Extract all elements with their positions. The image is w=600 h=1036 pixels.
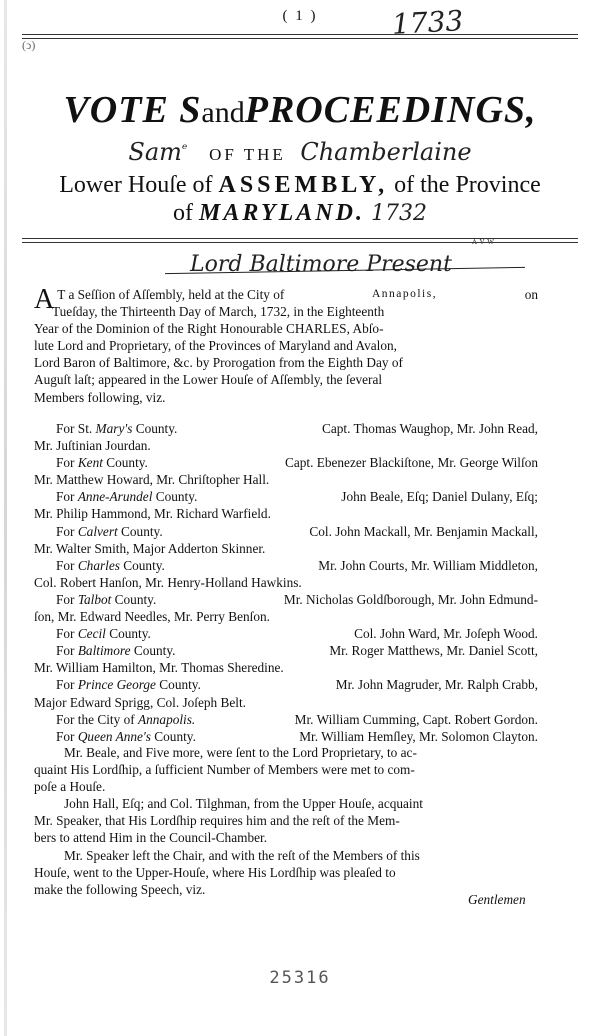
county-label: For Prince George County. bbox=[56, 677, 201, 693]
members-list bbox=[34, 420, 538, 745]
opening-paragraph bbox=[34, 286, 538, 406]
county-label: For St. Mary's County. bbox=[56, 421, 178, 436]
annotation-mark: ʌ v w bbox=[472, 236, 495, 247]
text-line: Mr. Beale, and Five more, were ſent to the Lord Proprietary, to ac- bbox=[64, 745, 417, 760]
header-rule bbox=[22, 34, 578, 39]
text-line: quaint His Lordſhip, a ſufficient Number of Members were met to com- bbox=[34, 762, 415, 778]
text-line: Auguſt laſt; appeared in the Lower Houſe of Aſſembly, the ſeveral bbox=[34, 372, 383, 388]
title-line-4 bbox=[0, 200, 600, 227]
member-names: Col. John Mackall, Mr. Benjamin Mackall, bbox=[309, 523, 538, 539]
text-line: make the following Speech, viz. bbox=[34, 881, 206, 897]
title-maryland: MARYLAND. bbox=[199, 200, 365, 226]
member-names: Mr. Nicholas Goldſborough, Mr. John Edmund- bbox=[283, 591, 538, 607]
title-of-the: OF THE bbox=[209, 145, 286, 164]
handwritten-chamberlaine: Chamberlaine bbox=[300, 138, 472, 166]
member-entry-continued: Mr. Walter Smith, Major Adderton Skinner. bbox=[34, 540, 266, 556]
member-entry bbox=[34, 523, 538, 540]
title-line-1 bbox=[0, 88, 600, 132]
text-line: Members following, viz. bbox=[34, 389, 166, 405]
member-entry-continued: Col. Robert Hanſon, Mr. Henry-Holland Hawkins. bbox=[34, 574, 302, 590]
handwritten-year: 1733 bbox=[391, 4, 465, 41]
title-votes: VOTE S bbox=[63, 89, 202, 131]
county-label: For Calvert County. bbox=[56, 523, 163, 539]
member-names: Capt. Ebenezer Blackiſtone, Mr. George Wilſon bbox=[284, 455, 538, 471]
member-entry bbox=[34, 591, 538, 608]
text-line: A T a Seſſion of Aſſembly, held at the City of Annapolis, on bbox=[34, 284, 538, 315]
member-names: Col. John Ward, Mr. Joſeph Wood. bbox=[354, 626, 538, 642]
text-line: Lord Baron of Baltimore, &c. by Prorogation from the Eighth Day of bbox=[34, 355, 403, 371]
member-entry bbox=[34, 625, 538, 642]
title-of-province: of the Province bbox=[394, 172, 541, 198]
title-of: of bbox=[173, 200, 194, 226]
county-label: For Anne-Arundel County. bbox=[56, 489, 198, 505]
title-proceedings: PROCEEDINGS, bbox=[244, 89, 537, 131]
text-line: Mr. Speaker left the Chair, and with the reſt of the Members of this bbox=[64, 847, 420, 863]
county-label: For Talbot County. bbox=[56, 591, 157, 607]
member-entry-continued: Major Edward Sprigg, Col. Joſeph Belt. bbox=[34, 694, 246, 710]
text-line: lute Lord and Proprietary, of the Provinces of Maryland and Avalon, bbox=[34, 338, 397, 354]
member-entry bbox=[34, 728, 538, 745]
title-assembly: ASSEMBLY, bbox=[218, 172, 389, 198]
member-entry-continued: Mr. Matthew Howard, Mr. Chriſtopher Hall. bbox=[34, 472, 270, 488]
member-entry bbox=[34, 642, 538, 659]
county-label: For Kent County. bbox=[56, 455, 148, 471]
text-line: Year of the Dominion of the Right Honourable CHARLES, Abſo- bbox=[34, 321, 384, 337]
member-entry-continued: Mr. William Hamilton, Mr. Thomas Sheredine. bbox=[34, 660, 284, 676]
member-entry bbox=[34, 676, 538, 693]
proceedings-text bbox=[34, 744, 538, 898]
text-line: Houſe, went to the Upper-Houſe, where His Lordſhip was pleaſed to bbox=[34, 864, 396, 880]
member-entry-continued: Mr. Philip Hammond, Mr. Richard Warfield. bbox=[34, 506, 271, 522]
member-entry bbox=[34, 488, 538, 505]
member-entry-continued: Mr. Juſtinian Jourdan. bbox=[34, 438, 151, 454]
member-entry bbox=[34, 420, 538, 437]
text-line: bers to attend Him in the Council-Chamber. bbox=[34, 830, 268, 846]
title-and: and bbox=[201, 96, 245, 129]
member-names: Mr. John Magruder, Mr. Ralph Crabb, bbox=[335, 677, 538, 693]
member-entry-continued: ſon, Mr. Edward Needles, Mr. Perry Benſon. bbox=[34, 609, 270, 625]
title-line-2 bbox=[0, 138, 600, 166]
member-names: Capt. Thomas Waughop, Mr. John Read, bbox=[322, 421, 538, 436]
member-entry bbox=[34, 557, 538, 574]
corner-mark: (ↄ) bbox=[22, 38, 36, 52]
member-entry bbox=[34, 711, 538, 728]
county-label: For Queen Anne's County. bbox=[56, 728, 196, 744]
text-line: poſe a Houſe. bbox=[34, 779, 106, 795]
handwritten-sam: Sam bbox=[128, 138, 182, 166]
handwritten-annotation: Lord Baltimore Present bbox=[190, 252, 452, 277]
title-rule bbox=[22, 238, 578, 243]
title-lower-house: Lower Houſe of bbox=[59, 172, 213, 198]
member-names: John Beale, Eſq; Daniel Dulany, Eſq; bbox=[341, 489, 538, 505]
text-line: Mr. Speaker, that His Lordſhip requires him and the reſt of the Mem- bbox=[34, 813, 400, 829]
accession-stamp: 25316 bbox=[269, 968, 331, 988]
page-number: ( 1 ) bbox=[282, 8, 318, 24]
member-names: Mr. William Cumming, Capt. Robert Gordon. bbox=[294, 711, 538, 727]
county-label: For Cecil County. bbox=[56, 626, 151, 642]
county-label: For Baltimore County. bbox=[56, 643, 176, 659]
handwritten-date: 1732 bbox=[370, 201, 427, 226]
member-names: Mr. Roger Matthews, Mr. Daniel Scott, bbox=[329, 643, 538, 659]
title-line-3 bbox=[0, 172, 600, 199]
text-line: Tueſday, the Thirteenth Day of March, 1732, in the Eighteenth bbox=[52, 304, 385, 320]
text-line: John Hall, Eſq; and Col. Tilghman, from the Upper Houſe, acquaint bbox=[64, 796, 423, 812]
county-label: For the City of Annapolis. bbox=[56, 711, 196, 727]
catchword: Gentlemen bbox=[468, 892, 526, 907]
member-names: Mr. John Courts, Mr. William Middleton, bbox=[318, 557, 538, 573]
handwritten-superscript: ᵉ bbox=[181, 141, 188, 158]
member-names: Mr. William Hemſley, Mr. Solomon Clayton. bbox=[299, 728, 538, 744]
drop-cap: A bbox=[34, 284, 55, 315]
county-label: For Charles County. bbox=[56, 557, 165, 573]
member-entry bbox=[34, 454, 538, 471]
